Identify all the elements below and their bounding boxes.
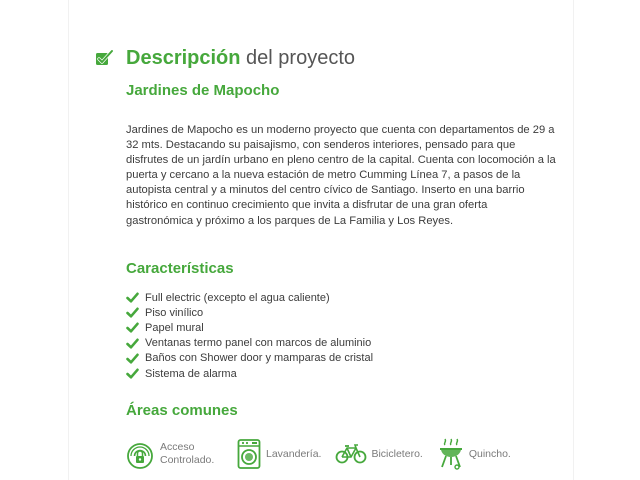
check-icon [126, 322, 139, 333]
amenity-access [124, 437, 222, 471]
amenity-label: Lavandería. [266, 447, 322, 460]
page-title-rest: del proyecto [240, 46, 355, 69]
amenities-row [124, 436, 525, 472]
list-item [126, 366, 373, 381]
amenity-label: Acceso Controlado. [160, 441, 215, 466]
check-icon [126, 307, 139, 318]
feature-label: Papel mural [145, 321, 204, 334]
edit-checkbox-icon [94, 48, 114, 68]
bicycle-icon [335, 443, 367, 465]
section-header [94, 44, 355, 72]
feature-label: Baños con Shower door y mamparas de cristal [145, 352, 374, 365]
feature-label: Sistema de alarma [145, 367, 237, 380]
amenity-grill [437, 438, 511, 470]
feature-label: Ventanas termo panel con marcos de aluminio [145, 337, 372, 350]
page-title [126, 47, 355, 70]
amenity-bikes [335, 443, 422, 465]
list-item [126, 336, 373, 351]
feature-label: Piso vinílico [145, 306, 204, 319]
list-item [126, 320, 373, 335]
check-icon [126, 292, 139, 303]
project-description: Jardines de Mapocho es un moderno proyecto que cuenta con departamentos de 29 a 32 mts. Destacando su paisajismo, con senderos interiores, pensado para que disfrutes de un jardín urbano en pleno centro de la capital. Cuenta con locomoción a la puerta y cercano a la nueva estación de metro Cumming Línea 7, a pasos de la autopista central y a minutos del centro cívico de Santiago. Inserto en una barrio histórico en continuo crecimiento que invita a disfrutar de una gran oferta gastronómica y próximo a los parques de La Familia y Los Reyes. [126, 124, 556, 227]
list-item [126, 290, 373, 305]
features-title: Características [126, 260, 234, 277]
grill-icon [437, 438, 465, 470]
check-icon [126, 368, 139, 379]
washing-machine-icon [236, 438, 262, 470]
features-list [126, 290, 373, 381]
check-icon [126, 338, 139, 349]
amenity-laundry [236, 438, 321, 470]
feature-label: Full electric (excepto el agua caliente) [145, 291, 330, 304]
project-name: Jardines de Mapocho [126, 82, 280, 99]
amenity-label: Quincho. [468, 447, 511, 460]
list-item [126, 351, 373, 366]
list-item [126, 305, 373, 320]
amenity-label: Bicicletero. [371, 447, 423, 460]
access-control-icon [124, 437, 156, 471]
check-icon [126, 353, 139, 364]
page-title-bold: Descripción [126, 46, 241, 69]
areas-title: Áreas comunes [126, 402, 238, 419]
